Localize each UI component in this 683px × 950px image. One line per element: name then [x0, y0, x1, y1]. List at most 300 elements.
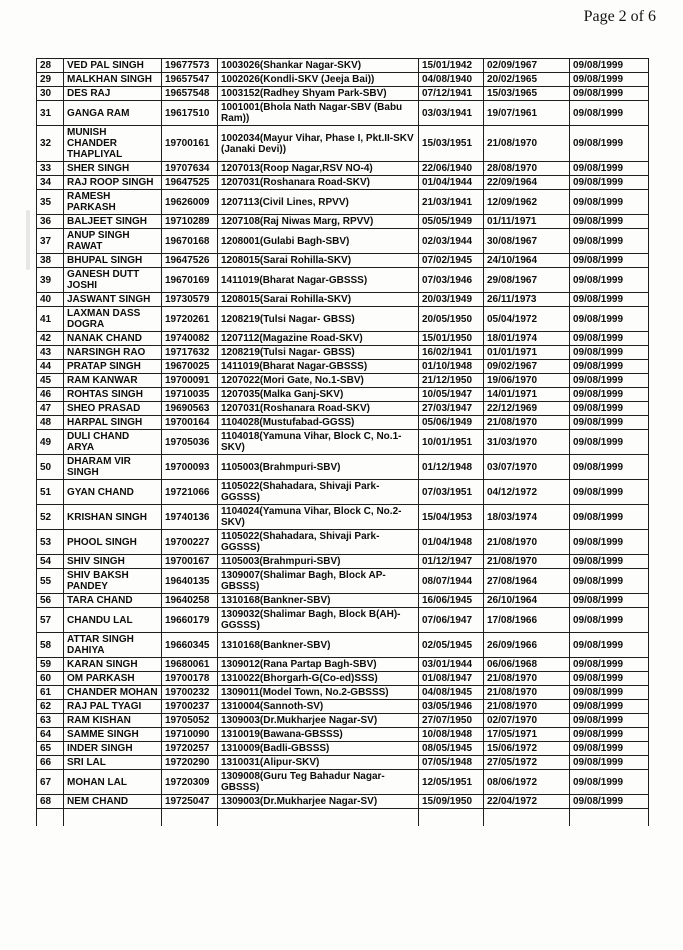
employee-no-cell: [162, 809, 218, 827]
employee-no-cell: 19626009: [162, 190, 218, 215]
date2-cell: 03/07/1970: [484, 455, 570, 480]
serial-cell: 28: [37, 59, 64, 73]
school-cell: 1104024(Yamuna Vihar, Block C, No.2-SKV): [218, 505, 419, 530]
employee-no-cell: 19740082: [162, 332, 218, 346]
employee-no-cell: 19660345: [162, 633, 218, 658]
date1-cell: 08/05/1945: [419, 742, 484, 756]
date2-cell: 12/09/1962: [484, 190, 570, 215]
name-cell: HARPAL SINGH: [64, 416, 162, 430]
date1-cell: 07/12/1941: [419, 87, 484, 101]
table-row: [37, 505, 649, 530]
date1-cell: 15/09/1950: [419, 795, 484, 809]
table-row: [37, 770, 649, 795]
name-cell: PRATAP SINGH: [64, 360, 162, 374]
school-cell: 1309003(Dr.Mukharjee Nagar-SV): [218, 795, 419, 809]
serial-cell: 29: [37, 73, 64, 87]
school-cell: 1207022(Mori Gate, No.1-SBV): [218, 374, 419, 388]
date2-cell: 28/08/1970: [484, 162, 570, 176]
date1-cell: [419, 809, 484, 827]
employee-no-cell: 19720290: [162, 756, 218, 770]
date3-cell: 09/08/1999: [570, 73, 649, 87]
table-row: [37, 795, 649, 809]
employee-no-cell: 19710289: [162, 215, 218, 229]
serial-cell: 62: [37, 700, 64, 714]
serial-cell: 60: [37, 672, 64, 686]
date3-cell: 09/08/1999: [570, 728, 649, 742]
serial-cell: 44: [37, 360, 64, 374]
date3-cell: 09/08/1999: [570, 430, 649, 455]
name-cell: RAM KANWAR: [64, 374, 162, 388]
employee-no-cell: 19647526: [162, 254, 218, 268]
date2-cell: 18/01/1974: [484, 332, 570, 346]
school-cell: 1208001(Gulabi Bagh-SBV): [218, 229, 419, 254]
serial-cell: 37: [37, 229, 64, 254]
table-row: [37, 809, 649, 827]
table-row: [37, 686, 649, 700]
date2-cell: 20/02/1965: [484, 73, 570, 87]
table-row: [37, 101, 649, 126]
date2-cell: 31/03/1970: [484, 430, 570, 455]
name-cell: MUNISH CHANDER THAPLIYAL: [64, 126, 162, 162]
serial-cell: 47: [37, 402, 64, 416]
employee-no-cell: 19720309: [162, 770, 218, 795]
date1-cell: 10/01/1951: [419, 430, 484, 455]
date1-cell: 22/06/1940: [419, 162, 484, 176]
employee-no-cell: 19670169: [162, 268, 218, 293]
school-cell: 1207031(Roshanara Road-SKV): [218, 176, 419, 190]
table-row: [37, 268, 649, 293]
employee-no-cell: 19707634: [162, 162, 218, 176]
serial-cell: 40: [37, 293, 64, 307]
date2-cell: 22/09/1964: [484, 176, 570, 190]
date3-cell: 09/08/1999: [570, 59, 649, 73]
table-row: [37, 307, 649, 332]
name-cell: GANGA RAM: [64, 101, 162, 126]
table-row: [37, 569, 649, 594]
date3-cell: 09/08/1999: [570, 714, 649, 728]
date2-cell: 05/04/1972: [484, 307, 570, 332]
date3-cell: 09/08/1999: [570, 346, 649, 360]
school-cell: 1105022(Shahadara, Shivaji Park-GGSSS): [218, 530, 419, 555]
name-cell: RAJ ROOP SINGH: [64, 176, 162, 190]
date3-cell: 09/08/1999: [570, 293, 649, 307]
date2-cell: 21/08/1970: [484, 700, 570, 714]
serial-cell: 50: [37, 455, 64, 480]
serial-cell: 33: [37, 162, 64, 176]
date1-cell: 07/03/1946: [419, 268, 484, 293]
date1-cell: 15/03/1951: [419, 126, 484, 162]
date2-cell: 17/08/1966: [484, 608, 570, 633]
table-row: [37, 332, 649, 346]
date3-cell: 09/08/1999: [570, 190, 649, 215]
school-cell: 1207113(Civil Lines, RPVV): [218, 190, 419, 215]
table-row: [37, 633, 649, 658]
serial-cell: 49: [37, 430, 64, 455]
employee-no-cell: 19700237: [162, 700, 218, 714]
employee-no-cell: 19730579: [162, 293, 218, 307]
serial-cell: 45: [37, 374, 64, 388]
serial-cell: 61: [37, 686, 64, 700]
date3-cell: 09/08/1999: [570, 672, 649, 686]
serial-cell: 52: [37, 505, 64, 530]
school-cell: 1003152(Radhey Shyam Park-SBV): [218, 87, 419, 101]
school-cell: 1105003(Brahmpuri-SBV): [218, 455, 419, 480]
table-row: [37, 658, 649, 672]
date1-cell: 10/05/1947: [419, 388, 484, 402]
serial-cell: 42: [37, 332, 64, 346]
date1-cell: 03/03/1941: [419, 101, 484, 126]
name-cell: ANUP SINGH RAWAT: [64, 229, 162, 254]
name-cell: INDER SINGH: [64, 742, 162, 756]
school-cell: 1207035(Malka Ganj-SKV): [218, 388, 419, 402]
date3-cell: 09/08/1999: [570, 176, 649, 190]
date1-cell: 20/03/1949: [419, 293, 484, 307]
serial-cell: 32: [37, 126, 64, 162]
table-row: [37, 742, 649, 756]
serial-cell: 55: [37, 569, 64, 594]
employee-no-cell: 19677573: [162, 59, 218, 73]
school-cell: 1208015(Sarai Rohilla-SKV): [218, 293, 419, 307]
employee-no-cell: 19647525: [162, 176, 218, 190]
date3-cell: 09/08/1999: [570, 555, 649, 569]
date3-cell: 09/08/1999: [570, 388, 649, 402]
date1-cell: 15/01/1942: [419, 59, 484, 73]
employee-no-cell: 19740136: [162, 505, 218, 530]
date2-cell: 17/05/1971: [484, 728, 570, 742]
date3-cell: 09/08/1999: [570, 402, 649, 416]
date1-cell: 05/05/1949: [419, 215, 484, 229]
employee-no-cell: 19705052: [162, 714, 218, 728]
name-cell: SAMME SINGH: [64, 728, 162, 742]
serial-cell: 48: [37, 416, 64, 430]
name-cell: SHIV BAKSH PANDEY: [64, 569, 162, 594]
date2-cell: 30/08/1967: [484, 229, 570, 254]
employee-no-cell: 19700227: [162, 530, 218, 555]
date2-cell: 14/01/1971: [484, 388, 570, 402]
date3-cell: 09/08/1999: [570, 505, 649, 530]
date3-cell: 09/08/1999: [570, 332, 649, 346]
table-row: [37, 430, 649, 455]
serial-cell: 57: [37, 608, 64, 633]
date2-cell: 09/02/1967: [484, 360, 570, 374]
date2-cell: 29/08/1967: [484, 268, 570, 293]
date1-cell: 03/01/1944: [419, 658, 484, 672]
school-cell: 1207112(Magazine Road-SKV): [218, 332, 419, 346]
date1-cell: 07/02/1945: [419, 254, 484, 268]
date2-cell: 21/08/1970: [484, 555, 570, 569]
table-row: [37, 416, 649, 430]
name-cell: GANESH DUTT JOSHI: [64, 268, 162, 293]
name-cell: BHUPAL SINGH: [64, 254, 162, 268]
employee-no-cell: 19640258: [162, 594, 218, 608]
date2-cell: 21/08/1970: [484, 672, 570, 686]
date3-cell: 09/08/1999: [570, 686, 649, 700]
school-cell: 1309032(Shalimar Bagh, Block B(AH)-GGSSS): [218, 608, 419, 633]
name-cell: MOHAN LAL: [64, 770, 162, 795]
school-cell: 1310019(Bawana-GBSSS): [218, 728, 419, 742]
serial-cell: 64: [37, 728, 64, 742]
date2-cell: 15/06/1972: [484, 742, 570, 756]
date2-cell: 18/03/1974: [484, 505, 570, 530]
employee-no-cell: 19660179: [162, 608, 218, 633]
date1-cell: 15/04/1953: [419, 505, 484, 530]
date3-cell: 09/08/1999: [570, 360, 649, 374]
serial-cell: 39: [37, 268, 64, 293]
date1-cell: 01/10/1948: [419, 360, 484, 374]
date3-cell: 09/08/1999: [570, 126, 649, 162]
table-row: [37, 162, 649, 176]
table-row: [37, 714, 649, 728]
serial-cell: 59: [37, 658, 64, 672]
school-cell: 1207031(Roshanara Road-SKV): [218, 402, 419, 416]
date3-cell: 09/08/1999: [570, 742, 649, 756]
date1-cell: 02/03/1944: [419, 229, 484, 254]
date3-cell: 09/08/1999: [570, 530, 649, 555]
school-cell: 1208015(Sarai Rohilla-SKV): [218, 254, 419, 268]
table-row: [37, 530, 649, 555]
name-cell: VED PAL SINGH: [64, 59, 162, 73]
school-cell: 1208219(Tulsi Nagar- GBSS): [218, 307, 419, 332]
date2-cell: 04/12/1972: [484, 480, 570, 505]
name-cell: LAXMAN DASS DOGRA: [64, 307, 162, 332]
table-row: [37, 455, 649, 480]
date2-cell: [484, 809, 570, 827]
date2-cell: 27/08/1964: [484, 569, 570, 594]
date1-cell: 21/12/1950: [419, 374, 484, 388]
date2-cell: 24/10/1964: [484, 254, 570, 268]
date1-cell: 21/03/1941: [419, 190, 484, 215]
date1-cell: 15/01/1950: [419, 332, 484, 346]
table-row: [37, 254, 649, 268]
employee-no-cell: 19717632: [162, 346, 218, 360]
table-row: [37, 388, 649, 402]
date1-cell: 27/03/1947: [419, 402, 484, 416]
employee-no-cell: 19710035: [162, 388, 218, 402]
school-cell: 1208219(Tulsi Nagar- GBSS): [218, 346, 419, 360]
school-cell: 1411019(Bharat Nagar-GBSSS): [218, 360, 419, 374]
employee-no-cell: 19670025: [162, 360, 218, 374]
name-cell: SRI LAL: [64, 756, 162, 770]
serial-cell: 31: [37, 101, 64, 126]
name-cell: OM PARKASH: [64, 672, 162, 686]
name-cell: GYAN CHAND: [64, 480, 162, 505]
date3-cell: 09/08/1999: [570, 162, 649, 176]
name-cell: TARA CHAND: [64, 594, 162, 608]
name-cell: SHIV SINGH: [64, 555, 162, 569]
table-row: [37, 402, 649, 416]
date3-cell: 09/08/1999: [570, 569, 649, 594]
employee-no-cell: 19700093: [162, 455, 218, 480]
date3-cell: 09/08/1999: [570, 87, 649, 101]
serial-cell: [37, 809, 64, 827]
employee-no-cell: 19640135: [162, 569, 218, 594]
school-cell: 1309012(Rana Partap Bagh-SBV): [218, 658, 419, 672]
date3-cell: 09/08/1999: [570, 229, 649, 254]
employee-no-cell: 19700232: [162, 686, 218, 700]
serial-cell: 36: [37, 215, 64, 229]
employee-no-cell: 19705036: [162, 430, 218, 455]
school-cell: 1104018(Yamuna Vihar, Block C, No.1-SKV): [218, 430, 419, 455]
school-cell: 1309003(Dr.Mukharjee Nagar-SV): [218, 714, 419, 728]
employee-no-cell: 19721066: [162, 480, 218, 505]
table-row: [37, 73, 649, 87]
date1-cell: 04/08/1940: [419, 73, 484, 87]
name-cell: RAMESH PARKASH: [64, 190, 162, 215]
date2-cell: 08/06/1972: [484, 770, 570, 795]
date3-cell: 09/08/1999: [570, 795, 649, 809]
date1-cell: 08/07/1944: [419, 569, 484, 594]
serial-cell: 65: [37, 742, 64, 756]
date2-cell: 21/08/1970: [484, 686, 570, 700]
date3-cell: 09/08/1999: [570, 700, 649, 714]
table-row: [37, 555, 649, 569]
date1-cell: 01/04/1948: [419, 530, 484, 555]
table-row: [37, 346, 649, 360]
name-cell: DES RAJ: [64, 87, 162, 101]
school-cell: 1310022(Bhorgarh-G(Co-ed)SSS): [218, 672, 419, 686]
date2-cell: 01/01/1971: [484, 346, 570, 360]
table-row: [37, 87, 649, 101]
table-row: [37, 480, 649, 505]
school-cell: 1309011(Model Town, No.2-GBSSS): [218, 686, 419, 700]
date1-cell: 04/08/1945: [419, 686, 484, 700]
date3-cell: 09/08/1999: [570, 215, 649, 229]
employee-no-cell: 19700164: [162, 416, 218, 430]
name-cell: [64, 809, 162, 827]
table-row: [37, 293, 649, 307]
school-cell: 1310168(Bankner-SBV): [218, 633, 419, 658]
date2-cell: 19/06/1970: [484, 374, 570, 388]
serial-cell: 43: [37, 346, 64, 360]
name-cell: CHANDU LAL: [64, 608, 162, 633]
date3-cell: [570, 809, 649, 827]
table-row: [37, 126, 649, 162]
table-row: [37, 360, 649, 374]
serial-cell: 67: [37, 770, 64, 795]
date2-cell: 22/04/1972: [484, 795, 570, 809]
date2-cell: 26/09/1966: [484, 633, 570, 658]
date2-cell: 19/07/1961: [484, 101, 570, 126]
table-row: [37, 756, 649, 770]
school-cell: 1001001(Bhola Nath Nagar-SBV (Babu Ram)): [218, 101, 419, 126]
serial-cell: 66: [37, 756, 64, 770]
date1-cell: 01/04/1944: [419, 176, 484, 190]
date1-cell: 01/12/1947: [419, 555, 484, 569]
employee-no-cell: 19690563: [162, 402, 218, 416]
employee-no-cell: 19680061: [162, 658, 218, 672]
name-cell: NARSINGH RAO: [64, 346, 162, 360]
school-cell: 1105022(Shahadara, Shivaji Park-GGSSS): [218, 480, 419, 505]
school-cell: 1310031(Alipur-SKV): [218, 756, 419, 770]
date3-cell: 09/08/1999: [570, 455, 649, 480]
date1-cell: 10/08/1948: [419, 728, 484, 742]
date3-cell: 09/08/1999: [570, 254, 649, 268]
date3-cell: 09/08/1999: [570, 307, 649, 332]
name-cell: NANAK CHAND: [64, 332, 162, 346]
name-cell: SHEO PRASAD: [64, 402, 162, 416]
roster-table-body: [37, 59, 649, 827]
serial-cell: 41: [37, 307, 64, 332]
table-row: [37, 176, 649, 190]
date2-cell: 01/11/1971: [484, 215, 570, 229]
date2-cell: 26/10/1964: [484, 594, 570, 608]
table-row: [37, 728, 649, 742]
name-cell: CHANDER MOHAN: [64, 686, 162, 700]
school-cell: 1310168(Bankner-SBV): [218, 594, 419, 608]
table-row: [37, 374, 649, 388]
employee-no-cell: 19700161: [162, 126, 218, 162]
serial-cell: 35: [37, 190, 64, 215]
school-cell: 1003026(Shankar Nagar-SKV): [218, 59, 419, 73]
date1-cell: 07/05/1948: [419, 756, 484, 770]
name-cell: RAM KISHAN: [64, 714, 162, 728]
page-number-label: Page 2 of 6: [583, 8, 656, 25]
school-cell: [218, 809, 419, 827]
staff-roster-table: [36, 58, 649, 826]
employee-no-cell: 19710090: [162, 728, 218, 742]
date1-cell: 01/08/1947: [419, 672, 484, 686]
table-row: [37, 608, 649, 633]
school-cell: 1207013(Roop Nagar,RSV NO-4): [218, 162, 419, 176]
date2-cell: 06/06/1968: [484, 658, 570, 672]
name-cell: BALJEET SINGH: [64, 215, 162, 229]
table-row: [37, 594, 649, 608]
name-cell: MALKHAN SINGH: [64, 73, 162, 87]
date2-cell: 21/08/1970: [484, 126, 570, 162]
school-cell: 1002026(Kondli-SKV (Jeeja Bai)): [218, 73, 419, 87]
date2-cell: 21/08/1970: [484, 416, 570, 430]
name-cell: PHOOL SINGH: [64, 530, 162, 555]
date3-cell: 09/08/1999: [570, 770, 649, 795]
table-row: [37, 700, 649, 714]
serial-cell: 54: [37, 555, 64, 569]
employee-no-cell: 19670168: [162, 229, 218, 254]
serial-cell: 30: [37, 87, 64, 101]
serial-cell: 38: [37, 254, 64, 268]
date3-cell: 09/08/1999: [570, 101, 649, 126]
employee-no-cell: 19700167: [162, 555, 218, 569]
name-cell: JASWANT SINGH: [64, 293, 162, 307]
date1-cell: 03/05/1946: [419, 700, 484, 714]
date1-cell: 12/05/1951: [419, 770, 484, 795]
serial-cell: 56: [37, 594, 64, 608]
date3-cell: 09/08/1999: [570, 374, 649, 388]
name-cell: KARAN SINGH: [64, 658, 162, 672]
school-cell: 1411019(Bharat Nagar-GBSSS): [218, 268, 419, 293]
school-cell: 1104028(Mustufabad-GGSS): [218, 416, 419, 430]
table-row: [37, 215, 649, 229]
date2-cell: 15/03/1965: [484, 87, 570, 101]
date3-cell: 09/08/1999: [570, 756, 649, 770]
name-cell: DHARAM VIR SINGH: [64, 455, 162, 480]
school-cell: 1310004(Sannoth-SV): [218, 700, 419, 714]
date1-cell: 07/03/1951: [419, 480, 484, 505]
date2-cell: 26/11/1973: [484, 293, 570, 307]
date3-cell: 09/08/1999: [570, 480, 649, 505]
name-cell: SHER SINGH: [64, 162, 162, 176]
date3-cell: 09/08/1999: [570, 594, 649, 608]
date1-cell: 27/07/1950: [419, 714, 484, 728]
name-cell: ATTAR SINGH DAHIYA: [64, 633, 162, 658]
scan-artifact: [26, 210, 30, 270]
school-cell: 1309007(Shalimar Bagh, Block AP-GBSSS): [218, 569, 419, 594]
table-row: [37, 672, 649, 686]
serial-cell: 51: [37, 480, 64, 505]
date2-cell: 22/12/1969: [484, 402, 570, 416]
date2-cell: 21/08/1970: [484, 530, 570, 555]
school-cell: 1105003(Brahmpuri-SBV): [218, 555, 419, 569]
serial-cell: 34: [37, 176, 64, 190]
